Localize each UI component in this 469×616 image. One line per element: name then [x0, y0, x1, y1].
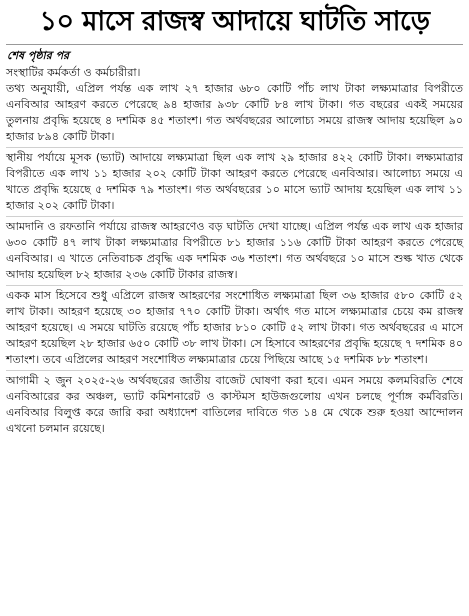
- headline-divider: [6, 44, 463, 45]
- article-paragraph: একক মাস হিসেবে শুধু এপ্রিলে রাজস্ব আহরণের সংশোধিত লক্ষ্যমাত্রা ছিল ৩৬ হাজার ৫৮০ কোটি ৫২ লাখ টাকা। আহরণ হয়েছে ৩০ হাজার ৭৭০ কোটি টাকা। অর্থাৎ গত মাসে লক্ষ্যমাত্রার চেয়ে কম রাজস্ব আহরণ হয়েছে। এ সময়ে ঘাটতি রয়েছে পাঁচ হাজার ৮১০ কোটি ৫২ লাখ টাকা। গত অর্থবছরের এ মাসে আহরণ হয়েছিল ২৮ হাজার ৬৫০ কোটি ৩৮ লাখ টাকা। সে হিসাবে আহরণের প্রবৃদ্ধি হয়েছে ৭ দশমিক ৪০ শতাংশ। তবে এপ্রিলের আহরণ সংশোধিত লক্ষ্যমাত্রার চেয়ে পিছিয়ে আছে ১৫ দশমিক ৮৮ শতাংশ।: [6, 289, 463, 366]
- article-paragraph: তথ্য অনুযায়ী, এপ্রিল পর্যন্ত এক লাখ ২৭ হাজার ৬৮০ কোটি পাঁচ লাখ টাকা লক্ষ্যমাত্রার বিপরীতে এনবিআর আহরণ করতে পেরেছে ৯৪ হাজার ৯৩৮ কোটি ৮৪ লাখ টাকা। গত বছরের একই সময়ের তুলনায় প্রবৃদ্ধি হয়েছে ৪ দশমিক ৪৫ শতাংশ। গত অর্থবছরের আলোচ্য সময়ে রাজস্ব আদায় হয়েছিল ৯০ হাজার ৮৯৪ কোটি টাকা।: [6, 82, 463, 143]
- article-paragraph: স্থানীয় পর্যায়ে মূসক (ভ্যাট) আদায়ে লক্ষ্যমাত্রা ছিল এক লাখ ২৯ হাজার ৪২২ কোটি টাকা। লক্ষ্যমাত্রার বিপরীতে এক লাখ ১১ হাজার ২০২ কোটি টাকা আহরণ করতে পেরেছে এনবিআর। আলোচ্য সময়ে এ খাতে প্রবৃদ্ধি হয়েছে ৫ দশমিক ৭৯ শতাংশ। গত অর্থবছরের ১০ মাসে ভ্যাট আদায় হয়েছিল এক লাখ ১১ হাজার ২০২ কোটি টাকা।: [6, 151, 463, 212]
- continued-from-label: শেষ পৃষ্ঠার পর: [7, 49, 70, 62]
- article-paragraph: সংস্থাটির কর্মকর্তা ও কর্মচারীরা।: [6, 66, 141, 79]
- paragraph-divider: [6, 216, 463, 217]
- article-paragraph: আগামী ২ জুন ২০২৫-২৬ অর্থবছরের জাতীয় বাজেট ঘোষণা করা হবে। এমন সময়ে কলমবিরতি শেষে এনবিআরের কর অঞ্চল, ভ্যাট কমিশনারেট ও কাস্টমস হাউজগুলোয় এখন চলছে পূর্ণাঙ্গ কর্মবিরতি। এনবিআর বিলুপ্ত করে জারি করা অধ্যাদেশ বাতিলের দাবিতে গত ১৪ মে থেকে শুরু হওয়া আন্দোলন এখনো চলমান রয়েছে।: [6, 374, 463, 435]
- headline: ১০ মাসে রাজস্ব আদায়ে ঘাটতি সাড়ে: [39, 6, 430, 37]
- paragraph-divider: [6, 285, 463, 286]
- article-paragraph: আমদানি ও রফতানি পর্যায়ে রাজস্ব আহরণেও বড় ঘাটতি দেখা যাচ্ছে। এপ্রিল পর্যন্ত এক লাখ এক হাজার ৬৩০ কোটি ৪৭ লাখ টাকা লক্ষ্যমাত্রার বিপরীতে ৮১ হাজার ১১৬ কোটি টাকা আহরণ করতে পেরেছে এনবিআর। এ খাতে নেতিবাচক প্রবৃদ্ধি এক দশমিক ৩৬ শতাংশ। গত অর্থবছরে ১০ মাসে শুল্ক খাত থেকে আদায় হয়েছিল ৮২ হাজার ২৩৬ কোটি টাকার রাজস্ব।: [6, 220, 463, 281]
- paragraph-divider: [6, 147, 463, 148]
- paragraph-divider: [6, 370, 463, 371]
